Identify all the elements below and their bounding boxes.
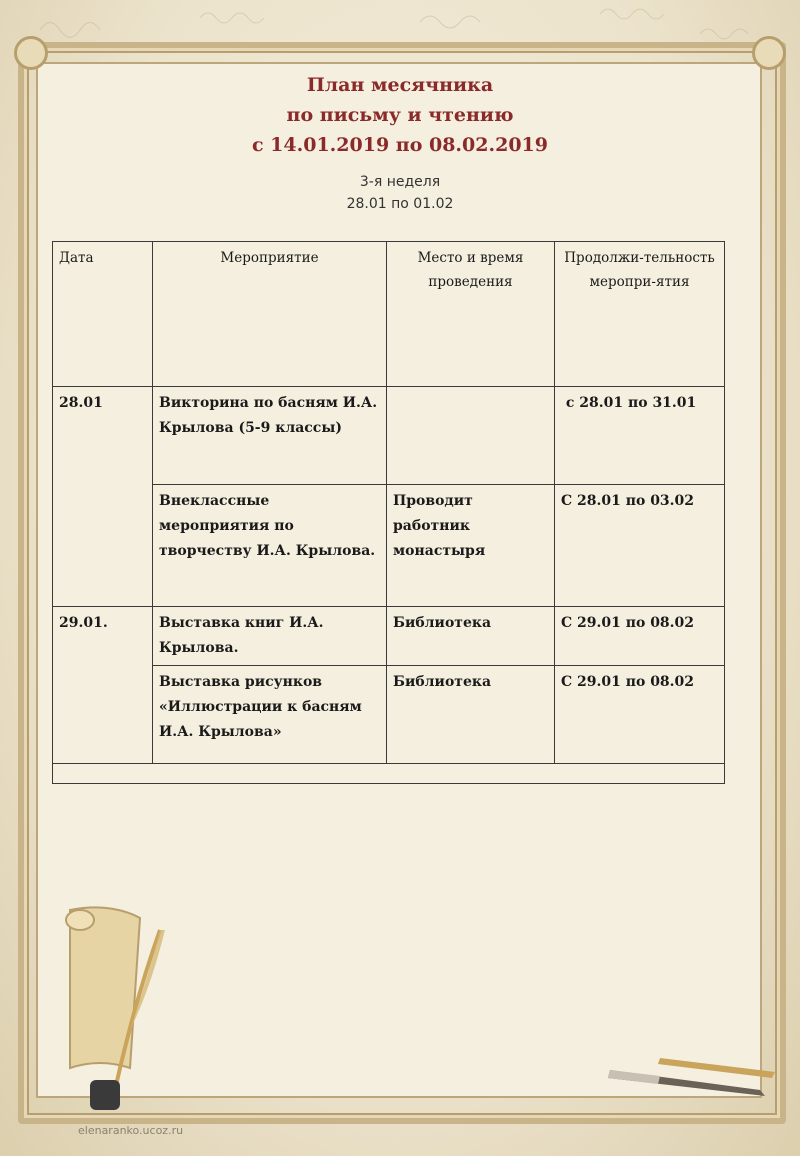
table-header-row bbox=[53, 242, 725, 387]
document-title bbox=[0, 70, 800, 160]
cell-duration: С 29.01 по 08.02 bbox=[555, 666, 725, 764]
table-empty-row bbox=[53, 764, 725, 784]
cell-place: Библиотека bbox=[387, 607, 555, 666]
cell-event: Выставка книг И.А. Крылова. bbox=[153, 607, 387, 666]
column-header-place: Место и время проведения bbox=[387, 242, 555, 387]
site-watermark: elenaranko.ucoz.ru bbox=[78, 1124, 184, 1137]
column-header-event: Мероприятие bbox=[153, 242, 387, 387]
cell-place bbox=[387, 387, 555, 485]
cell-duration: С 29.01 по 08.02 bbox=[555, 607, 725, 666]
week-range: 28.01 по 01.02 bbox=[346, 196, 454, 212]
cell-place: Библиотека bbox=[387, 666, 555, 764]
fountain-pen-icon bbox=[600, 1050, 780, 1110]
table-row bbox=[53, 666, 725, 764]
frame-corner-ornament bbox=[14, 36, 48, 70]
title-line: по письму и чтению bbox=[286, 104, 514, 126]
cell-event: Внеклассные мероприятия по творчеству И.А. Крылова. bbox=[153, 485, 387, 607]
cell-duration: с 28.01 по 31.01 bbox=[555, 387, 725, 485]
cell-date: 28.01 bbox=[53, 387, 153, 607]
title-line: с 14.01.2019 по 08.02.2019 bbox=[252, 134, 548, 156]
table-row bbox=[53, 607, 725, 666]
cell-duration: С 28.01 по 03.02 bbox=[555, 485, 725, 607]
title-line: План месячника bbox=[306, 74, 494, 96]
column-header-duration: Продолжи-тельность меропри-ятия bbox=[555, 242, 725, 387]
scroll-and-quill-icon bbox=[60, 900, 190, 1120]
cell-event: Выставка рисунков «Иллюстрации к басням И.А. Крылова» bbox=[153, 666, 387, 764]
table-row bbox=[53, 485, 725, 607]
week-subtitle bbox=[0, 171, 800, 215]
column-header-date: Дата bbox=[53, 242, 153, 387]
cell-event: Викторина по басням И.А. Крылова (5-9 классы) bbox=[153, 387, 387, 485]
frame-corner-ornament bbox=[752, 36, 786, 70]
cell-empty bbox=[53, 764, 725, 784]
week-label: 3-я неделя bbox=[359, 174, 441, 190]
cell-place: Проводит работник монастыря bbox=[387, 485, 555, 607]
table-row bbox=[53, 387, 725, 485]
cell-date: 29.01. bbox=[53, 607, 153, 764]
schedule-table bbox=[52, 241, 725, 784]
